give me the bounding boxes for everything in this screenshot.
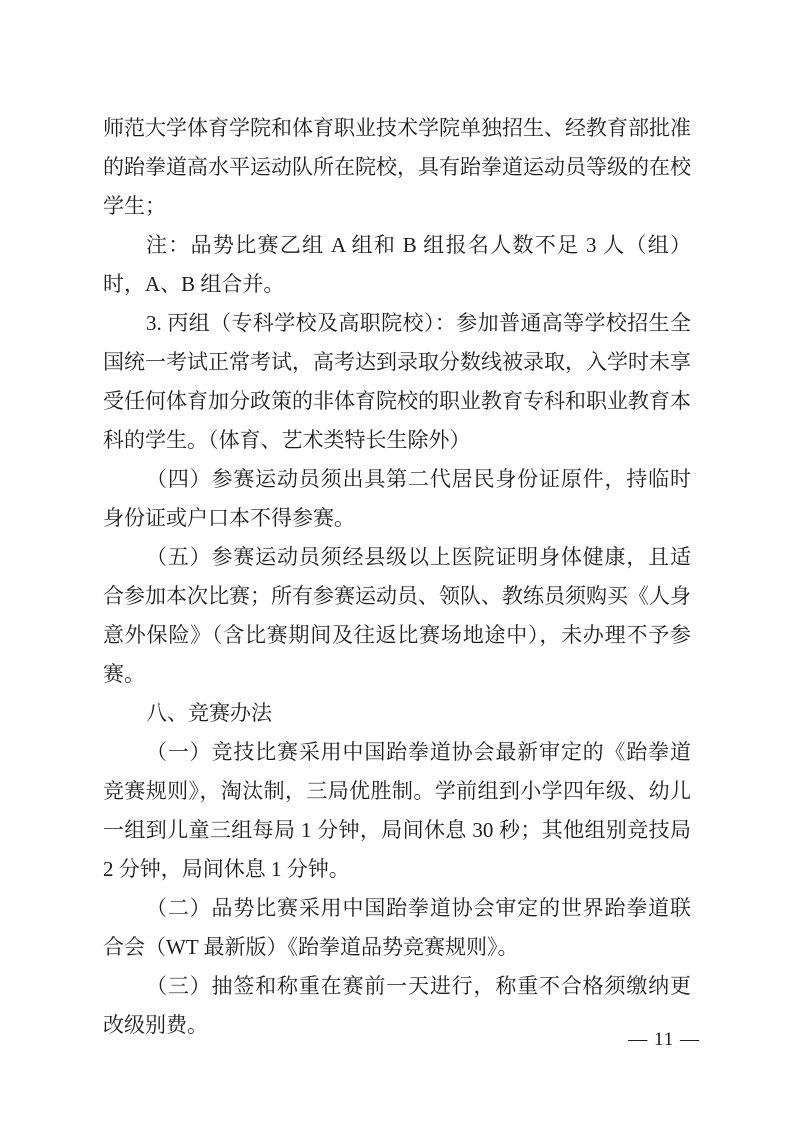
paragraph-group-c: 3. 丙组（专科学校及高职院校）：参加普通高等学校招生全国统一考试正常考试，高考达到录取分数线被录取，入学时未享受任何体育加分政策的非体育院校的职业教育专科和职业教育本科的学生。（体育、艺术类特长生除外） <box>103 311 691 452</box>
paragraph-continuation: 师范大学体育学院和体育职业技术学院单独招生、经教育部批准的跆拳道高水平运动队所在院校，具有跆拳道运动员等级的在校学生； <box>103 116 691 218</box>
paragraph-item-4: （四）参赛运动员须出具第二代居民身份证原件，持临时身份证或户口本不得参赛。 <box>103 467 691 530</box>
paragraph-note: 注：品势比赛乙组 A 组和 B 组报名人数不足 3 人（组）时，A、B 组合并。 <box>103 233 691 296</box>
page-footer <box>628 1028 700 1052</box>
page-number: — 11 — <box>628 1029 700 1050</box>
paragraph-item-5: （五）参赛运动员须经县级以上医院证明身体健康，且适合参加本次比赛；所有参赛运动员、领队、教练员须购买《人身意外保险》（含比赛期间及往返比赛场地途中），未办理不予参赛。 <box>103 545 691 686</box>
paragraph-rule-1: （一）竞技比赛采用中国跆拳道协会最新审定的《跆拳道竞赛规则》，淘汰制，三局优胜制。学前组到小学四年级、幼儿一组到儿童三组每局 1 分钟，局间休息 30 秒；其他组别竞技局 2 分钟，局间休息 1 分钟。 <box>103 740 691 881</box>
paragraph-rule-3: （三）抽签和称重在赛前一天进行，称重不合格须缴纳更改级别费。 <box>103 974 691 1037</box>
paragraph-rule-2: （二）品势比赛采用中国跆拳道协会审定的世界跆拳道联合会（WT 最新版）《跆拳道品势竞赛规则》。 <box>103 896 691 959</box>
section-heading-competition-rules: 八、竞赛办法 <box>146 702 272 725</box>
document-body <box>103 109 691 1045</box>
